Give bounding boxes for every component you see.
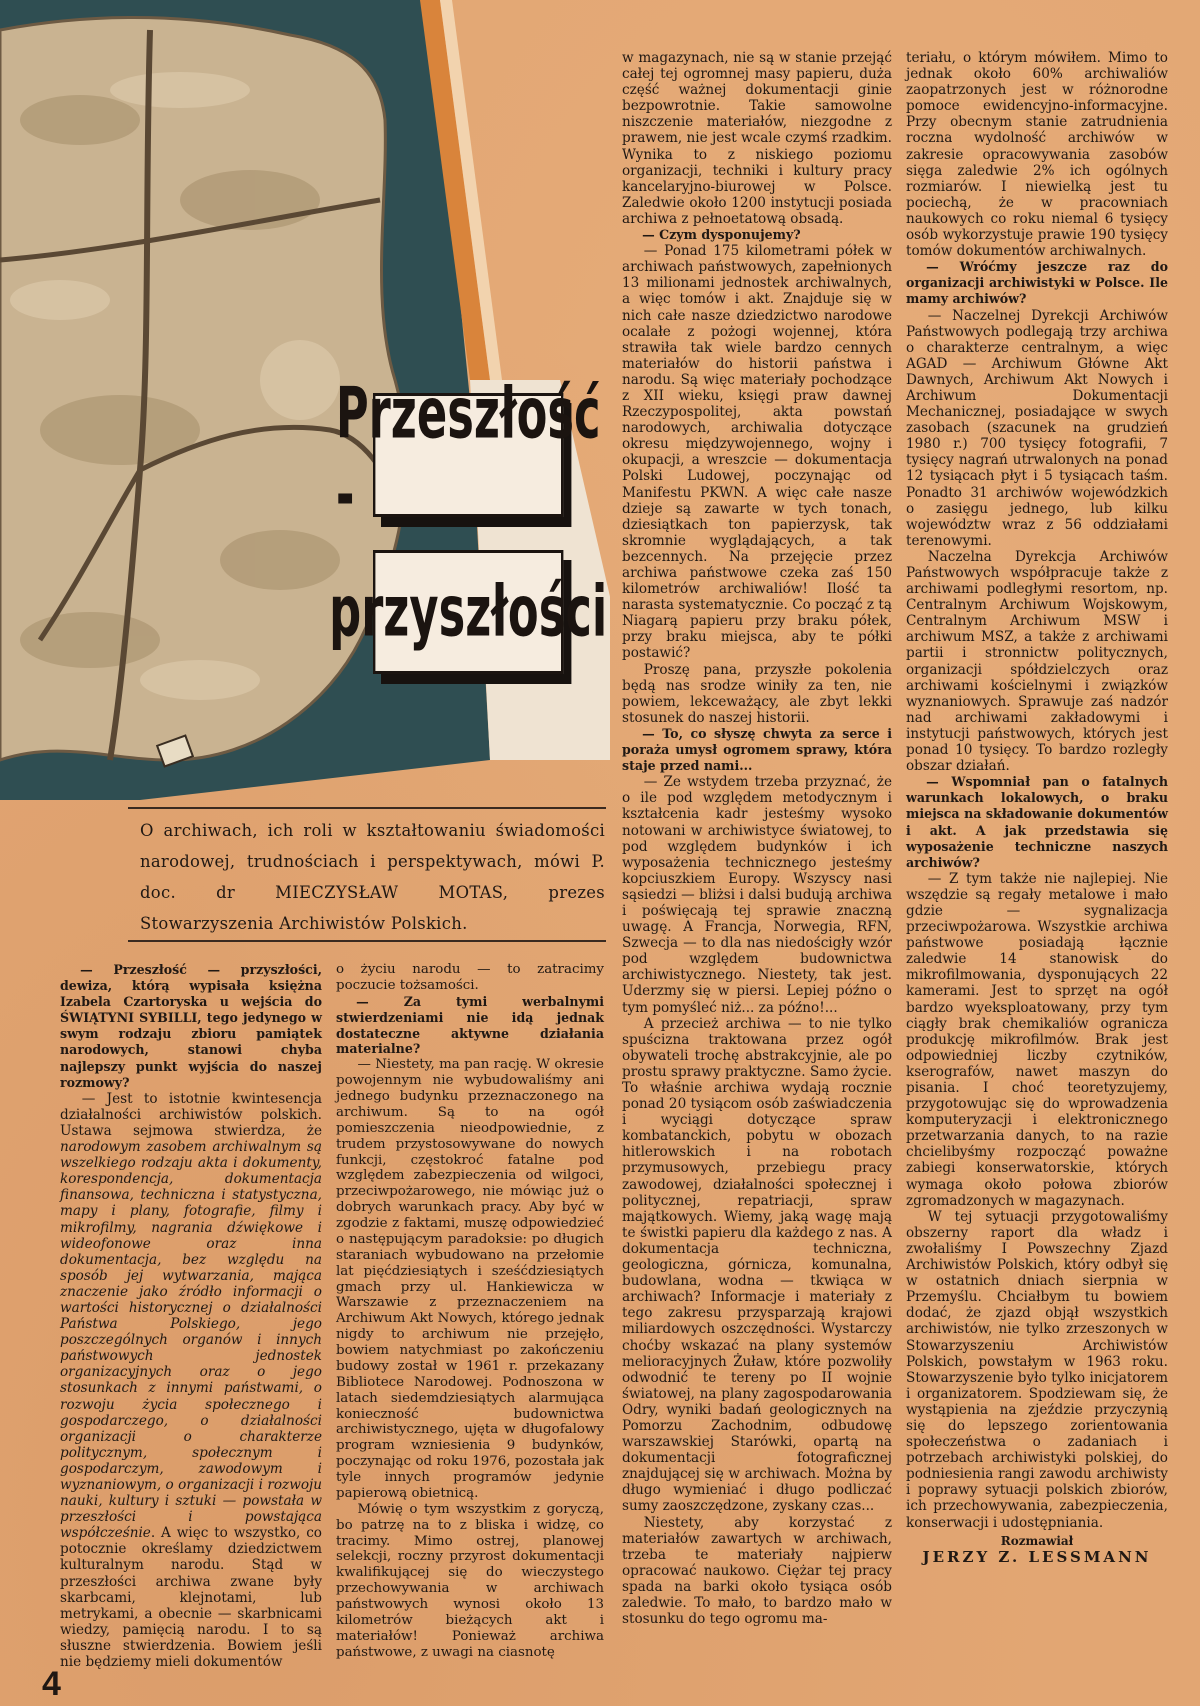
paragraph: — Z tym także nie najlepiej. Nie wszędzie są regały metalowe i mało gdzie — sygnalizacja przeciwpożarowa. Wszystkie archiwa państwowe posiadają łącznie zaledwie 14 stanowisk do mikrofilmowania, dysponujących 22 kamerami. Jest to sprzęt na ogół bardzo wyeksploatowany, przy tym ciągły brak chemikaliów ogranicza produkcję mikrofilmów. Brak jest odpowiedniej liczby czytników, kserografów, nawet maszyn do pisania. I choć teoretyzujemy, przygotowując się do wprowadzenia komputeryzacji i elektronicznego przetwarzania danych, to na razie chcielibyśmy rozpocząć poważne zabiegi konserwatorskie, których wymaga około połowa zbiorów zgromadzonych w magazynach. xyxy=(906,870,1168,1209)
headline-top xyxy=(335,373,601,537)
question: — To, co słyszę chwyta za serce i poraża umysł ogromem sprawy, która staje przed nami... xyxy=(622,725,892,774)
paragraph: o życiu narodu — to zatracimy poczucie tożsamości. xyxy=(336,962,604,993)
paragraph: Niestety, aby korzystać z materiałów zawartych w archiwach, trzeba te materiały najpierw opracować naukowo. Ciężar tej pracy spada na barki około tysiąca osób zaledwie. To mało, to bardzo mało w stosunku do tego ogromu ma- xyxy=(622,1514,892,1628)
lead-rule-top xyxy=(128,807,606,809)
paragraph: — Ponad 175 kilometrami półek w archiwach państwowych, zapełnionych 13 milionami jednostek archiwalnych, a więc tomów i akt. Znajduje się w nich całe nasze dziedzictwo narodowe ocalałe z pożogi wojennej, która strawiła tak wiele bardzo cennych materiałów do historii państwa i narodu. Są więc materiały pochodzące z XII wieku, księgi praw dawnej Rzeczypospolitej, akta powstań narodowych, archiwalia dotyczące okresu międzywojennego, wojny i okupacji, a wreszcie — dokumentacja Polski Ludowej, poczynając od Manifestu PKWN. A więc całe nasze dzieje są zawarte w tych tonach, dziesiątkach ton papierzysk, tak skromnie wyglądających, a tak bezcennych. Na przejęcie przez archiwa państwowe czeka zaś 150 kilometrów archiwaliów! Ilość ta narasta systematycznie. Co począć z tą Niagarą papieru przy braku półek, przy braku miejsca, aby te półki postawić? xyxy=(622,243,892,662)
paragraph: w magazynach, nie są w stanie przejąć całej tej ogromnej masy papieru, duża część ważnej dokumentacji ginie bezpowrotnie. Takie samowolne niszczenie materiałów, niezgodne z prawem, nie jest wcale czymś rzadkim. Wynika to z niskiego poziomu organizacji, techniki i kultury pracy kancelaryjno-biurowej w Polsce. Zaledwie około 1200 instytucji posiada archiwa z pełnoetatową obsadą. xyxy=(622,50,892,227)
question: — Przeszłość — przyszłości, dewiza, którą wypisała księżna Izabela Czartoryska u wejścia do ŚWIĄTYNI SYBILLI, tego jedynego w swym rodzaju zbioru pamiątek narodowych, stanowi chyba najlepszy punkt wyjścia do naszej rozmowy? xyxy=(60,962,322,1090)
paragraph: Mówię o tym wszystkim z goryczą, bo patrzę na to z bliska i widzę, co tracimy. Mimo ostrej, planowej selekcji, roczny przyrost dokumentacji kwalifikującej się do wieczystego przechowywania w archiwach państwowych wynosi około 13 kilometrów bieżących akt i materiałów! Ponieważ archiwa państwowe, z uwagi na ciasnotę xyxy=(336,1501,604,1660)
column-2 xyxy=(336,962,604,1661)
author-name: JERZY Z. LESSMANN xyxy=(922,1547,1152,1566)
lead-rule-bottom xyxy=(128,940,606,942)
question: — Wróćmy jeszcze raz do organizacji archiwistyki w Polsce. Ile mamy archiwów? xyxy=(906,259,1168,307)
question: — Za tymi werbalnymi stwierdzeniami nie idą jednak dostateczne aktywne działania materialne? xyxy=(336,993,604,1057)
column-1 xyxy=(60,962,322,1670)
headline-bottom xyxy=(329,550,608,674)
paragraph: — Niestety, ma pan rację. W okresie powojennym nie wybudowaliśmy ani jednego budynku przeznaczonego na archiwum. Są to na ogół pomieszczenia nieodpowiednie, z trudem przystosowywane do nowych funkcji, częstokroć fatalne pod względem zabezpieczenia od wilgoci, przeciwpożarowego, nie mówiąc już o dobrych warunkach pracy. Aby być w zgodzie z faktami, muszę odpowiedzieć o następującym paradoksie: po długich staraniach wybudowano na przełomie lat pięćdziesiątych i sześćdziesiątych gmach przy ul. Hankiewicza w Warszawie z przeznaczeniem na Archiwum Akt Nowych, którego jednak nigdy to archiwum nie przejęło, bowiem natychmiast po zakończeniu budowy został w 1961 r. przekazany Bibliotece Narodowej. Podnoszona w latach siedemdziesiątych alarmująca konieczność budownictwa archiwistycznego, ujęta w długofalowy program wzniesienia 9 budynków, poczynając od roku 1976, pozostała jak tyle innych programów jedynie papierową obietnicą. xyxy=(336,1057,604,1501)
interview-credit: Rozmawiał xyxy=(1000,1533,1074,1548)
paragraph: — Naczelnej Dyrekcji Archiwów Państwowych podlegają trzy archiwa o charakterze centralnym, a więc AGAD — Archiwum Główne Akt Dawnych, Archiwum Akt Nowych i Archiwum Dokumentacji Mechanicznej, posiadające w swych zasobach (szacunek na grudzień 1980 r.) 700 tysięcy fotografii, 7 tysięcy nagrań utrwalonych na ponad 12 tysiącach płyt i 5 tysiącach taśm. Ponadto 31 archiwów wojewódzkich o zasięgu jednego, lub kilku województw wraz z 56 oddziałami terenowymi. xyxy=(906,307,1168,549)
paragraph: W tej sytuacji przygotowaliśmy obszerny raport dla władz i zwołaliśmy I Powszechny Zjazd Archiwistów Polskich, który odbył się w ostatnich dniach sierpnia w Przemyślu. Chciałbym tu bowiem dodać, że zjazd objął wszystkich archiwistów, nie tylko zrzeszonych w Stowarzyszeniu Archiwistów Polskich, powstałym w 1963 roku. Stowarzyszenie było tylko inicjatorem i organizatorem. Spodziewam się, że wystąpienia na zjeździe przyczynią się do lepszego zorientowania społeczeństwa o zadaniach i potrzebach archiwistyki polskiej, do podniesienia rangi zawodu archiwisty i poprawy sytuacji polskich zbiorów, ich przechowywania, zabezpieczenia, konserwacji i udostępniania. xyxy=(906,1208,1168,1531)
headline-line-2: przyszłości xyxy=(329,571,608,653)
paragraph: A przecież archiwa — to nie tylko spuścizna traktowana przez ogół obywateli trochę abstrakcyjnie, ale po prostu sprawy praktyczne. Samo życie. To właśnie archiwa wydają rocznie ponad 20 tysiącom osób zaświadczenia i wyciągi dotyczące spraw kombatanckich, pobytu w obozach hitlerowskich i na robotach przymusowych, przebiegu pracy zawodowej, działalności społecznej i politycznej, repatriacji, spraw majątkowych. Wiemy, jaką wagę mają te świstki papieru dla każdego z nas. A dokumentacja techniczna, geologiczna, górnicza, komunalna, budowlana, wodna — tkwiąca w archiwach? Informacje i materiały z tego zakresu przysparzają krajowi miliardowych oszczędności. Wystarczy choćby wskazać na plany systemów melioracyjnych Żuław, które pozwoliły odwodnić te tereny po II wojnie światowej, na plany zagospodarowania Odry, wyniki badań geologicznych na Pomorzu Zachodnim, odbudowę warszawskiej Starówki, opartą na dokumentacji fotograficznej znajdującej się w archiwach. Można by długo wymieniać i długo podliczać sumy zaoszczędzone, zyskany czas... xyxy=(622,1015,892,1515)
column-4 xyxy=(906,50,1168,1565)
question: — Czym dysponujemy? xyxy=(642,227,801,243)
paragraph: Naczelna Dyrekcja Archiwów Państwowych współpracuje także z archiwami podległymi resortom, np. Centralnym Archiwum Wojskowym, Centralnym Archiwum MSW i archiwum MSZ, a także z archiwami partii i stronnictw politycznych, organizacji spółdzielczych oraz archiwami kościelnymi i związków wyznaniowych. Sprawuje zaś nadzór nad archiwami zakładowymi i instytucji państwowych, których jest ponad 10 tysięcy. To bardzo rozległy obszar działań. xyxy=(906,548,1168,775)
paragraph: — Jest to istotnie kwintesencja działalności archiwistów polskich. Ustawa sejmowa stwierdza, że narodowym zasobem archiwalnym są wszelkiego rodzaju akta i dokumenty, korespondencja, dokumentacja finansowa, techniczna i statystyczna, mapy i plany, fotografie, filmy i mikrofilmy, nagrania dźwiękowe i wideofonowe oraz inna dokumentacja, bez względu na sposób jej wytwarzania, mająca znaczenie jako źródło informacji o wartości historycznej o działalności Państwa Polskiego, jego poszczególnych organów i innych państwowych jednostek organizacyjnych oraz o jego stosunkach z innymi państwami, o rozwoju życia społecznego i gospodarczego, o działalności organizacji o charakterze politycznym, społecznym i gospodarczym, zawodowym i wyznaniowym, o organizacji i rozwoju nauki, kultury i sztuki — powstała w przeszłości i powstająca współcześnie. A więc to wszystko, co potocznie określamy dziedzictwem kulturalnym narodu. Stąd w przeszłości archiwa zwane były skarbcami, klejnotami, lub metrykami, a obecnie — skarbnicami wiedzy, pamięcią narodu. I to są słuszne stwierdzenia. Bowiem jeśli nie będziemy mieli dokumentów xyxy=(60,1090,322,1671)
page-number: 4 xyxy=(42,1665,61,1703)
column-3 xyxy=(622,50,892,1627)
paragraph: teriału, o którym mówiłem. Mimo to jednak około 60% archiwaliów zaopatrzonych jest w różnorodne pomoce ewidencyjno-informacyjne. Przy obecnym stanie zatrudnienia roczna wydolność archiwów w zakresie opracowywania zasobów sięga zaledwie 2% ich ogólnych rozmiarów. I niewielką jest tu pociechą, że w pracowniach naukowych co roku niemal 6 tysięcy osób wykorzystuje prawie 190 tysięcy tomów dokumentów archiwalnych. xyxy=(906,50,1168,260)
paragraph: Proszę pana, przyszłe pokolenia będą nas srodze winiły za ten, nie powiem, lekceważący, ale zbyt lekki stosunek do naszej historii. xyxy=(622,661,892,726)
question: — Wspomniał pan o fatalnych warunkach lokalowych, o braku miejsca na składowanie dokumentów i akt. A jak przedstawia się wyposażenie techniczne naszych archiwów? xyxy=(906,774,1168,870)
paragraph: — Ze wstydem trzeba przyznać, że o ile pod względem metodycznym i kształcenia kadr jesteśmy wysoko notowani w archiwistyce światowej, to pod względem budynków i ich wyposażenia technicznego jesteśmy kopciuszkiem Europy. Wszyscy nasi sąsiedzi — bliżsi i dalsi budują archiwa i poświęcają tej sprawie znaczną uwagę. A Francja, Norwegia, RFN, Szwecja — to dla nas niedościgły wzór pod względem budownictwa archiwistycznego. Niestety, tak jest. Uderzmy się w piersi. Lepiej późno o tym pomyśleć niż... za późno!... xyxy=(622,774,892,1016)
lead-paragraph: O archiwach, ich roli w kształtowaniu świadomości narodowej, trudnościach i perspektywach, mówi P. doc. dr MIECZYSŁAW MOTAS, prezes Stowarzyszenia Archiwistów Polskich. xyxy=(140,821,605,933)
headline-line-1: Przeszłość - xyxy=(335,373,601,537)
